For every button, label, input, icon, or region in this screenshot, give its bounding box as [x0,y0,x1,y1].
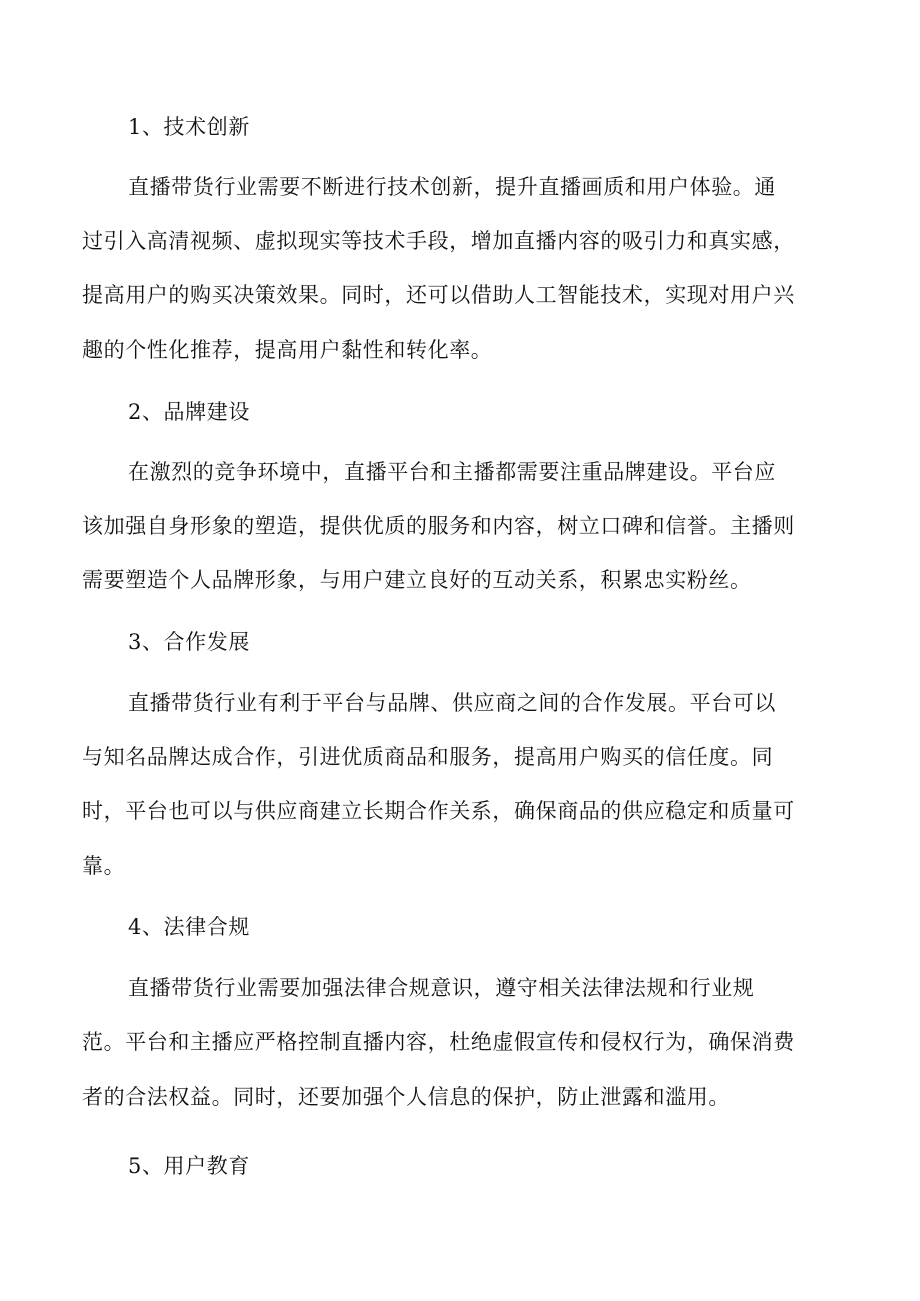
paragraph-line: 过引入高清视频、虚拟现实等技术手段，增加直播内容的吸引力和真实感， [82,229,795,253]
paragraph-line: 范。平台和主播应严格控制直播内容，杜绝虚假宣传和侵权行为，确保消费 [82,1030,795,1054]
section-heading: 2、品牌建设 [128,400,250,424]
paragraph-line: 趣的个性化推荐，提高用户黏性和转化率。 [82,338,493,362]
paragraph-line: 提高用户的购买决策效果。同时，还可以借助人工智能技术，实现对用户兴 [82,283,795,307]
paragraph-line: 与知名品牌达成合作，引进优质商品和服务，提高用户购买的信任度。同 [82,745,774,769]
section-heading: 4、法律合规 [128,915,250,939]
section-heading: 3、合作发展 [128,630,250,654]
paragraph-line: 靠。 [82,854,126,878]
paragraph-line: 该加强自身形象的塑造，提供优质的服务和内容，树立口碑和信誉。主播则 [82,514,795,538]
paragraph-line: 在激烈的竞争环境中，直播平台和主播都需要注重品牌建设。平台应 [128,460,776,484]
section-heading: 1、技术创新 [128,115,250,139]
paragraph-line: 直播带货行业需要加强法律合规意识，遵守相关法律法规和行业规 [128,976,755,1000]
paragraph-line: 时，平台也可以与供应商建立长期合作关系，确保商品的供应稳定和质量可 [82,799,795,823]
paragraph-line: 直播带货行业需要不断进行技术创新，提升直播画质和用户体验。通 [128,175,776,199]
paragraph-line: 需要塑造个人品牌形象，与用户建立良好的互动关系，积累忠实粉丝。 [82,568,752,592]
section-heading: 5、用户教育 [128,1154,250,1178]
paragraph-line: 直播带货行业有利于平台与品牌、供应商之间的合作发展。平台可以 [128,691,776,715]
paragraph-line: 者的合法权益。同时，还要加强个人信息的保护，防止泄露和滥用。 [82,1085,730,1109]
